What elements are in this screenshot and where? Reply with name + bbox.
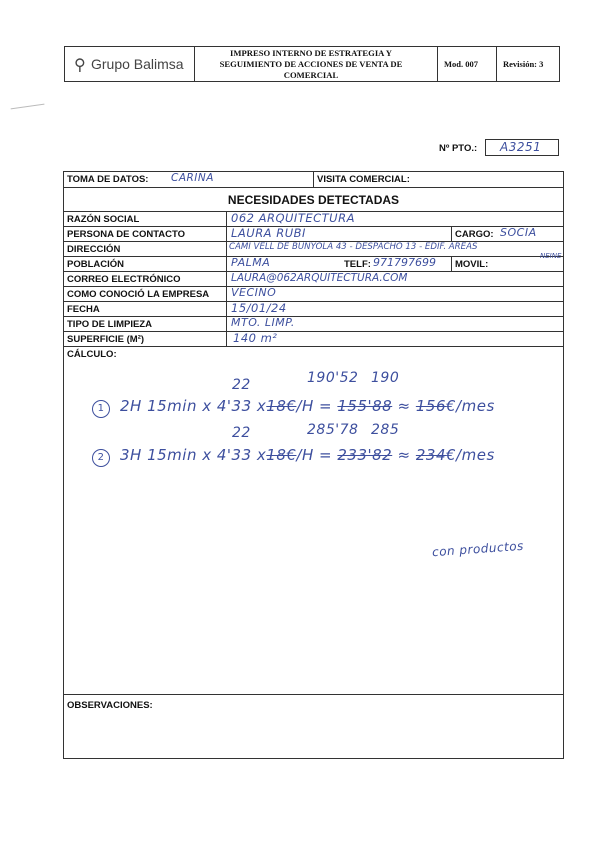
calculo-label: CÁLCULO: (67, 349, 117, 360)
presupuesto-box (485, 139, 559, 156)
email-label: CORREO ELECTRÓNICO (67, 274, 181, 285)
telf-label: TELF: (344, 259, 371, 270)
como-label: COMO CONOCIÓ LA EMPRESA (67, 289, 210, 300)
fecha-label: FECHA (67, 304, 100, 315)
superficie-value: 140 m² (233, 331, 278, 345)
revision-number: Revisión: 3 (503, 59, 544, 69)
email-value-cell (227, 272, 563, 287)
line2-top-a: 22 (232, 425, 251, 441)
fecha-label-cell (64, 302, 227, 317)
contacto-value: LAURA RUBI (231, 226, 306, 240)
razon-value-cell (227, 212, 563, 227)
contacto-label-cell (64, 227, 227, 242)
tipo-value: MTO. LIMP. (231, 316, 295, 329)
mod-cell (437, 47, 497, 81)
presupuesto-value: A3251 (500, 140, 542, 154)
line1-total: 155'88 (337, 397, 393, 415)
header-table (64, 46, 560, 82)
direccion-value: CAMI VELL DE BUNYOLA 43 - DESPACHO 13 - EDIF. AREAS (229, 242, 478, 252)
direccion-label-cell (64, 242, 227, 257)
como-value-cell (227, 287, 563, 302)
cargo-value: SOCIA (500, 226, 537, 239)
line2-number: 2 (92, 449, 110, 467)
logo-cell (65, 47, 195, 81)
calc-note: con productos (431, 538, 525, 560)
line1-approx: ≈ (397, 397, 411, 415)
visita-cell (314, 172, 563, 188)
poblacion-value-cell (227, 257, 452, 272)
line1-top-c: 190 (371, 370, 400, 386)
razon-value: 062 ARQUITECTURA (231, 211, 355, 225)
toma-cell (64, 172, 314, 188)
section-title: NECESIDADES DETECTADAS (227, 193, 400, 207)
como-value: VECINO (231, 286, 277, 299)
line1-unit: €/mes (446, 397, 495, 415)
direccion-label: DIRECCIÓN (67, 244, 121, 255)
line1-formula: 2H 15min x 4'33 x (120, 397, 267, 415)
line1-final: 156 (415, 397, 446, 415)
visita-label: VISITA COMERCIAL: (317, 174, 410, 185)
movil-cell (452, 252, 563, 272)
tipo-label-cell (64, 317, 227, 332)
line2-approx: ≈ (397, 446, 411, 464)
direccion-value-cell (227, 242, 563, 257)
calculo-area (64, 347, 563, 695)
calc-line-1 (92, 397, 495, 418)
line2-formula: 3H 15min x 4'33 x (120, 446, 267, 464)
cargo-label: CARGO: (455, 229, 494, 240)
como-label-cell (64, 287, 227, 302)
poblacion-value: PALMA (231, 256, 271, 269)
poblacion-label: POBLACIÓN (67, 259, 124, 270)
superficie-value-cell (227, 332, 563, 347)
superficie-label-cell (64, 332, 227, 347)
form-table (63, 171, 564, 759)
mod-number: Mod. 007 (444, 59, 478, 69)
line1-top-a: 22 (232, 377, 251, 393)
line2-final: 234 (415, 446, 446, 464)
tipo-label: TIPO DE LIMPIEZA (67, 319, 152, 330)
line2-total: 233'82 (337, 446, 393, 464)
superficie-label: SUPERFICIE (M²) (67, 334, 145, 345)
presupuesto-label: Nº PTO.: (439, 143, 478, 154)
cargo-cell (452, 227, 563, 242)
email-label-cell (64, 272, 227, 287)
fecha-value: 15/01/24 (231, 301, 287, 315)
contacto-value-cell (227, 227, 452, 242)
telf-value: 971797699 (373, 256, 436, 269)
calc-line-2 (92, 446, 495, 467)
line1-rate: 18€ (266, 397, 297, 415)
line1-mid: /H = (296, 397, 333, 415)
section-title-cell (64, 188, 563, 212)
toma-label: TOMA DE DATOS: (67, 174, 149, 185)
line1-number: 1 (92, 400, 110, 418)
line2-top-c: 285 (371, 422, 400, 438)
razon-label: RAZÓN SOCIAL (67, 214, 140, 225)
observaciones-label: OBSERVACIONES: (67, 700, 153, 711)
line2-rate: 18€ (266, 446, 297, 464)
toma-value: CARINA (171, 172, 214, 184)
logo-text: Grupo Balimsa (91, 56, 184, 72)
observaciones-area (64, 695, 563, 758)
contacto-label: PERSONA DE CONTACTO (67, 229, 186, 240)
form-title: IMPRESO INTERNO DE ESTRATEGIA Y SEGUIMIENTO DE ACCIONES DE VENTA DE COMERCIAL (219, 48, 403, 80)
tipo-value-cell (227, 317, 563, 332)
email-value: LAURA@062ARQUITECTURA.COM (231, 272, 408, 284)
line1-top-b: 190'52 (307, 370, 359, 386)
stray-mark (10, 96, 45, 110)
line2-top-b: 285'78 (307, 422, 359, 438)
line2-mid: /H = (296, 446, 333, 464)
fecha-value-cell (227, 302, 563, 317)
logo-icon: ⚲ (74, 57, 86, 74)
movil-label: MOVIL: (455, 259, 489, 270)
poblacion-label-cell (64, 257, 227, 272)
direccion-extra: NEINE (540, 252, 562, 260)
razon-label-cell (64, 212, 227, 227)
line2-unit: €/mes (446, 446, 495, 464)
